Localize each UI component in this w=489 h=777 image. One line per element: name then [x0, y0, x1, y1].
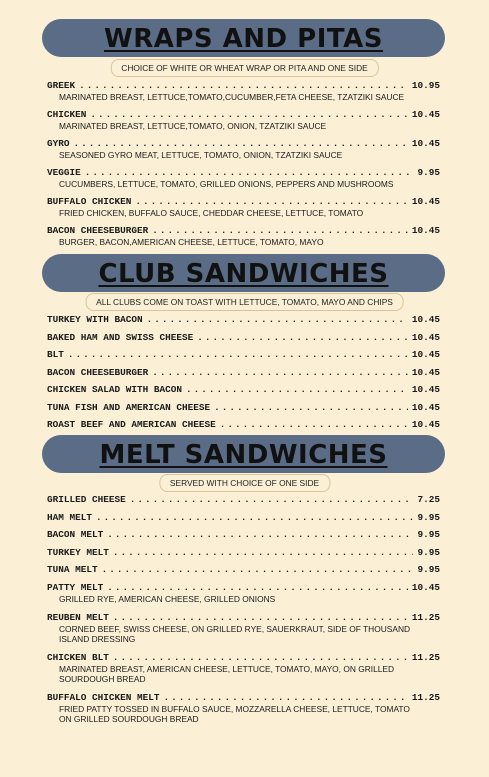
leader-dots	[90, 108, 407, 121]
item-description: MARINATED BREAST, AMERICAN CHEESE, LETTUCE, TOMATO, MAYO, ON GRILLED SOURDOUGH BREAD	[59, 663, 395, 684]
item-name: GYRO	[47, 138, 70, 149]
melt-note: SERVED WITH CHOICE OF ONE SIDE	[159, 474, 330, 492]
menu-item	[47, 511, 440, 529]
item-description: GRILLED RYE, AMERICAN CHEESE, GRILLED ONIONS	[59, 593, 276, 604]
item-name: BAKED HAM AND SWISS CHEESE	[47, 331, 194, 343]
leader-dots	[107, 581, 408, 594]
leader-dots	[96, 511, 413, 524]
item-price: 9.95	[417, 167, 440, 178]
item-price: 10.45	[411, 366, 440, 378]
item-price: 10.45	[411, 419, 440, 430]
leader-dots	[102, 563, 414, 576]
item-name: VEGGIE	[47, 167, 81, 178]
menu-item	[47, 195, 440, 224]
item-description: FRIED PATTY TOSSED IN BUFFALO SAUCE, MOZZARELLA CHEESE, LETTUCE, TOMATO ON GRILLED SOURDOUGH BREAD	[59, 703, 410, 724]
menu-item	[47, 166, 440, 195]
wraps-items	[47, 79, 440, 253]
item-name: CHICKEN	[47, 109, 87, 120]
item-description: MARINATED BREAST, LETTUCE,TOMATO, ONION, TZATZIKI SAUCE	[59, 121, 327, 131]
menu-item	[47, 331, 440, 349]
item-name: HAM MELT	[47, 511, 93, 523]
leader-dots	[220, 418, 408, 431]
melt-title: MELT SANDWICHES	[99, 440, 388, 470]
menu-item	[47, 79, 440, 108]
melt-items	[47, 493, 440, 731]
item-price: 7.25	[417, 494, 440, 505]
item-price: 9.95	[417, 564, 440, 575]
menu-item	[47, 418, 440, 436]
item-name: BACON CHEESEBURGER	[47, 366, 149, 378]
item-name: TURKEY MELT	[47, 546, 109, 558]
item-price: 11.25	[411, 691, 440, 703]
menu-item	[47, 137, 440, 166]
club-banner	[42, 254, 445, 292]
menu-item	[47, 383, 440, 401]
item-name: GRILLED CHEESE	[47, 494, 126, 505]
leader-dots	[130, 493, 414, 506]
leader-dots	[79, 79, 408, 92]
item-name: TUNA FISH AND AMERICAN CHEESE	[47, 401, 211, 413]
item-name: ROAST BEEF AND AMERICAN CHEESE	[47, 419, 216, 430]
item-name: BUFFALO CHICKEN	[47, 196, 132, 207]
item-name: REUBEN MELT	[47, 611, 109, 623]
item-price: 10.45	[411, 581, 440, 593]
leader-dots	[107, 528, 413, 541]
item-price: 11.25	[411, 611, 440, 623]
leader-dots	[135, 195, 407, 208]
item-price: 10.45	[411, 109, 440, 120]
item-description: BURGER, BACON,AMERICAN CHEESE, LETTUCE, TOMATO, MAYO	[59, 237, 324, 247]
item-price: 9.95	[417, 511, 440, 523]
item-name: PATTY MELT	[47, 581, 104, 593]
club-title: CLUB SANDWICHES	[98, 259, 389, 289]
item-price: 10.45	[411, 401, 440, 413]
menu-item	[47, 611, 440, 651]
item-name: BACON CHEESEBURGER	[47, 225, 149, 236]
leader-dots	[85, 166, 414, 179]
leader-dots	[152, 366, 408, 379]
item-description: CORNED BEEF, SWISS CHEESE, ON GRILLED RYE, SAUERKRAUT, SIDE OF THOUSAND ISLAND DRESSING	[59, 623, 411, 644]
menu-item	[47, 563, 440, 581]
item-name: BLT	[47, 349, 64, 360]
item-name: TURKEY WITH BACON	[47, 314, 143, 325]
leader-dots	[197, 331, 408, 344]
menu-item	[47, 581, 440, 611]
item-name: BUFFALO CHICKEN MELT	[47, 691, 160, 703]
leader-dots	[147, 313, 408, 326]
club-note: ALL CLUBS COME ON TOAST WITH LETTUCE, TOMATO, MAYO AND CHIPS	[85, 293, 404, 311]
leader-dots	[68, 348, 408, 361]
item-name: GREEK	[47, 80, 76, 91]
item-price: 10.45	[411, 349, 440, 360]
item-price: 10.45	[411, 314, 440, 325]
leader-dots	[113, 546, 414, 559]
item-price: 10.45	[411, 225, 440, 236]
menu-item	[47, 651, 440, 691]
melt-banner	[42, 435, 445, 473]
menu-item	[47, 546, 440, 564]
wraps-note: CHOICE OF WHITE OR WHEAT WRAP OR PITA AND ONE SIDE	[110, 59, 378, 77]
item-price: 11.25	[411, 651, 440, 663]
item-name: TUNA MELT	[47, 564, 98, 575]
item-price: 10.45	[411, 196, 440, 207]
wraps-banner	[42, 19, 445, 57]
menu-item	[47, 691, 440, 731]
item-description: CUCUMBERS, LETTUCE, TOMATO, GRILLED ONIONS, PEPPERS AND MUSHROOMS	[59, 179, 394, 189]
item-price: 9.95	[417, 529, 440, 540]
menu-item	[47, 528, 440, 546]
item-price: 10.45	[411, 138, 440, 149]
item-price: 9.95	[417, 546, 440, 558]
club-items	[47, 313, 440, 436]
menu-item	[47, 401, 440, 419]
leader-dots	[113, 611, 408, 624]
menu-item	[47, 493, 440, 511]
item-description: SEASONED GYRO MEAT, LETTUCE, TOMATO, ONION, TZATZIKI SAUCE	[59, 150, 343, 160]
item-name: CHICKEN SALAD WITH BACON	[47, 384, 183, 395]
menu-item	[47, 366, 440, 384]
item-name: CHICKEN BLT	[47, 651, 109, 663]
leader-dots	[113, 651, 408, 664]
wraps-title: WRAPS AND PITAS	[104, 24, 383, 54]
menu-item	[47, 313, 440, 331]
item-description: FRIED CHICKEN, BUFFALO SAUCE, CHEDDAR CHEESE, LETTUCE, TOMATO	[59, 208, 364, 218]
menu-item	[47, 108, 440, 137]
item-name: BACON MELT	[47, 529, 104, 540]
menu-item	[47, 224, 440, 253]
leader-dots	[74, 137, 408, 150]
item-price: 10.45	[411, 384, 440, 395]
item-description: MARINATED BREAST, LETTUCE,TOMATO,CUCUMBER,FETA CHEESE, TZATZIKI SAUCE	[59, 92, 405, 102]
leader-dots	[186, 383, 408, 396]
item-price: 10.45	[411, 331, 440, 343]
leader-dots	[214, 401, 408, 414]
item-price: 10.95	[411, 80, 440, 91]
leader-dots	[164, 691, 408, 704]
menu-item	[47, 348, 440, 366]
leader-dots	[152, 224, 408, 237]
